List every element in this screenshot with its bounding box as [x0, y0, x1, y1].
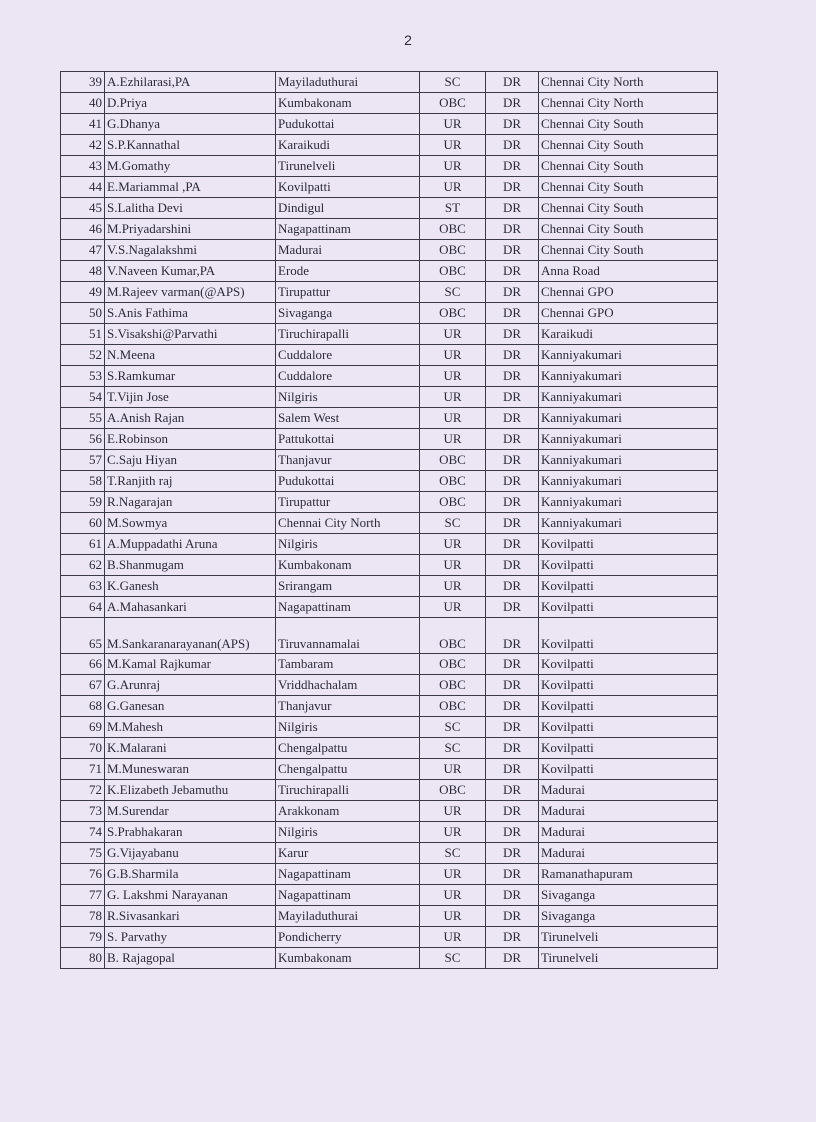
from-division-cell: Cuddalore [276, 345, 420, 366]
recruitment-mode-cell: DR [486, 597, 539, 618]
from-division-cell: Pattukottai [276, 429, 420, 450]
category-cell: UR [420, 555, 486, 576]
employee-name-cell: S.Anis Fathima [105, 303, 276, 324]
from-division-cell: Nagapattinam [276, 597, 420, 618]
category-cell: SC [420, 282, 486, 303]
category-cell: OBC [420, 618, 486, 654]
serial-number-cell: 48 [61, 261, 105, 282]
recruitment-mode-cell: DR [486, 843, 539, 864]
from-division-cell: Kumbakonam [276, 93, 420, 114]
table-row [61, 303, 718, 324]
recruitment-mode-cell: DR [486, 282, 539, 303]
serial-number-cell: 52 [61, 345, 105, 366]
from-division-cell: Tiruchirapalli [276, 324, 420, 345]
category-cell: SC [420, 738, 486, 759]
from-division-cell: Tirupattur [276, 282, 420, 303]
category-cell: OBC [420, 471, 486, 492]
serial-number-cell: 73 [61, 801, 105, 822]
serial-number-cell: 65 [61, 618, 105, 654]
recruitment-mode-cell: DR [486, 93, 539, 114]
category-cell: UR [420, 885, 486, 906]
from-division-cell: Nilgiris [276, 534, 420, 555]
recruitment-mode-cell: DR [486, 576, 539, 597]
table-row [61, 135, 718, 156]
category-cell: ST [420, 198, 486, 219]
employee-name-cell: S. Parvathy [105, 927, 276, 948]
employee-name-cell: M.Rajeev varman(@APS) [105, 282, 276, 303]
to-division-cell: Kanniyakumari [539, 387, 718, 408]
table-row [61, 576, 718, 597]
employee-name-cell: A.Anish Rajan [105, 408, 276, 429]
employee-name-cell: V.Naveen Kumar,PA [105, 261, 276, 282]
recruitment-mode-cell: DR [486, 240, 539, 261]
serial-number-cell: 54 [61, 387, 105, 408]
serial-number-cell: 55 [61, 408, 105, 429]
category-cell: UR [420, 135, 486, 156]
category-cell: UR [420, 864, 486, 885]
serial-number-cell: 51 [61, 324, 105, 345]
to-division-cell: Kovilpatti [539, 576, 718, 597]
employee-name-cell: M.Mahesh [105, 717, 276, 738]
recruitment-mode-cell: DR [486, 324, 539, 345]
serial-number-cell: 59 [61, 492, 105, 513]
employee-name-cell: S.Prabhakaran [105, 822, 276, 843]
recruitment-mode-cell: DR [486, 387, 539, 408]
recruitment-mode-cell: DR [486, 72, 539, 93]
serial-number-cell: 76 [61, 864, 105, 885]
recruitment-mode-cell: DR [486, 177, 539, 198]
table-row [61, 534, 718, 555]
table-row [61, 780, 718, 801]
serial-number-cell: 46 [61, 219, 105, 240]
category-cell: UR [420, 324, 486, 345]
to-division-cell: Madurai [539, 822, 718, 843]
table-row [61, 717, 718, 738]
employee-name-cell: A.Mahasankari [105, 597, 276, 618]
table-row [61, 93, 718, 114]
recruitment-mode-cell: DR [486, 927, 539, 948]
recruitment-mode-cell: DR [486, 654, 539, 675]
recruitment-mode-cell: DR [486, 675, 539, 696]
serial-number-cell: 77 [61, 885, 105, 906]
from-division-cell: Pudukottai [276, 471, 420, 492]
serial-number-cell: 70 [61, 738, 105, 759]
from-division-cell: Kumbakonam [276, 948, 420, 969]
category-cell: UR [420, 408, 486, 429]
to-division-cell: Kanniyakumari [539, 429, 718, 450]
employee-name-cell: K.Ganesh [105, 576, 276, 597]
category-cell: OBC [420, 303, 486, 324]
table-row [61, 72, 718, 93]
table-row [61, 114, 718, 135]
employee-name-cell: M.Surendar [105, 801, 276, 822]
serial-number-cell: 74 [61, 822, 105, 843]
from-division-cell: Nagapattinam [276, 885, 420, 906]
to-division-cell: Sivaganga [539, 885, 718, 906]
category-cell: OBC [420, 780, 486, 801]
recruitment-mode-cell: DR [486, 696, 539, 717]
category-cell: UR [420, 801, 486, 822]
category-cell: OBC [420, 696, 486, 717]
to-division-cell: Chennai City North [539, 93, 718, 114]
table-row [61, 240, 718, 261]
category-cell: UR [420, 114, 486, 135]
serial-number-cell: 50 [61, 303, 105, 324]
table-row [61, 387, 718, 408]
to-division-cell: Kanniyakumari [539, 408, 718, 429]
to-division-cell: Kovilpatti [539, 759, 718, 780]
table-row [61, 261, 718, 282]
table-row [61, 219, 718, 240]
category-cell: UR [420, 366, 486, 387]
to-division-cell: Kanniyakumari [539, 366, 718, 387]
serial-number-cell: 56 [61, 429, 105, 450]
to-division-cell: Kovilpatti [539, 597, 718, 618]
from-division-cell: Srirangam [276, 576, 420, 597]
from-division-cell: Chengalpattu [276, 738, 420, 759]
table-row [61, 885, 718, 906]
recruitment-mode-cell: DR [486, 156, 539, 177]
recruitment-mode-cell: DR [486, 198, 539, 219]
employee-name-cell: T.Ranjith raj [105, 471, 276, 492]
category-cell: SC [420, 948, 486, 969]
to-division-cell: Tirunelveli [539, 927, 718, 948]
from-division-cell: Pondicherry [276, 927, 420, 948]
to-division-cell: Kovilpatti [539, 618, 718, 654]
employee-name-cell: G.Arunraj [105, 675, 276, 696]
category-cell: UR [420, 597, 486, 618]
category-cell: SC [420, 72, 486, 93]
employee-name-cell: K.Malarani [105, 738, 276, 759]
recruitment-mode-cell: DR [486, 759, 539, 780]
from-division-cell: Arakkonam [276, 801, 420, 822]
from-division-cell: Sivaganga [276, 303, 420, 324]
category-cell: OBC [420, 654, 486, 675]
serial-number-cell: 68 [61, 696, 105, 717]
table-row [61, 618, 718, 654]
recruitment-mode-cell: DR [486, 948, 539, 969]
category-cell: UR [420, 759, 486, 780]
from-division-cell: Erode [276, 261, 420, 282]
table-row [61, 555, 718, 576]
recruitment-mode-cell: DR [486, 513, 539, 534]
from-division-cell: Nilgiris [276, 717, 420, 738]
to-division-cell: Madurai [539, 801, 718, 822]
table-row [61, 864, 718, 885]
employee-name-cell: G. Lakshmi Narayanan [105, 885, 276, 906]
category-cell: UR [420, 156, 486, 177]
serial-number-cell: 42 [61, 135, 105, 156]
serial-number-cell: 57 [61, 450, 105, 471]
serial-number-cell: 43 [61, 156, 105, 177]
to-division-cell: Madurai [539, 780, 718, 801]
to-division-cell: Kovilpatti [539, 654, 718, 675]
employee-name-cell: E.Robinson [105, 429, 276, 450]
category-cell: UR [420, 534, 486, 555]
to-division-cell: Chennai City South [539, 114, 718, 135]
serial-number-cell: 45 [61, 198, 105, 219]
serial-number-cell: 58 [61, 471, 105, 492]
category-cell: UR [420, 387, 486, 408]
to-division-cell: Chennai GPO [539, 282, 718, 303]
from-division-cell: Madurai [276, 240, 420, 261]
employee-name-cell: B.Shanmugam [105, 555, 276, 576]
to-division-cell: Kovilpatti [539, 555, 718, 576]
to-division-cell: Chennai City South [539, 240, 718, 261]
to-division-cell: Chennai City South [539, 135, 718, 156]
serial-number-cell: 60 [61, 513, 105, 534]
employee-name-cell: S.Visakshi@Parvathi [105, 324, 276, 345]
table-row [61, 324, 718, 345]
employee-name-cell: C.Saju Hiyan [105, 450, 276, 471]
table-row [61, 801, 718, 822]
serial-number-cell: 67 [61, 675, 105, 696]
category-cell: SC [420, 843, 486, 864]
to-division-cell: Kovilpatti [539, 717, 718, 738]
from-division-cell: Nagapattinam [276, 219, 420, 240]
from-division-cell: Nilgiris [276, 822, 420, 843]
category-cell: UR [420, 906, 486, 927]
category-cell: UR [420, 345, 486, 366]
table-row [61, 471, 718, 492]
recruitment-mode-cell: DR [486, 885, 539, 906]
from-division-cell: Vriddhachalam [276, 675, 420, 696]
serial-number-cell: 53 [61, 366, 105, 387]
serial-number-cell: 75 [61, 843, 105, 864]
to-division-cell: Kanniyakumari [539, 450, 718, 471]
employee-name-cell: T.Vijin Jose [105, 387, 276, 408]
recruitment-mode-cell: DR [486, 864, 539, 885]
employee-name-cell: G.Dhanya [105, 114, 276, 135]
serial-number-cell: 40 [61, 93, 105, 114]
page-number: 2 [404, 32, 412, 48]
to-division-cell: Tirunelveli [539, 948, 718, 969]
from-division-cell: Thanjavur [276, 696, 420, 717]
category-cell: OBC [420, 219, 486, 240]
employee-name-cell: M.Sankaranarayanan(APS) [105, 618, 276, 654]
from-division-cell: Kumbakonam [276, 555, 420, 576]
from-division-cell: Chengalpattu [276, 759, 420, 780]
table-row [61, 843, 718, 864]
employee-name-cell: S.Lalitha Devi [105, 198, 276, 219]
from-division-cell: Tambaram [276, 654, 420, 675]
recruitment-mode-cell: DR [486, 114, 539, 135]
from-division-cell: Dindigul [276, 198, 420, 219]
table-row [61, 282, 718, 303]
employee-name-cell: M.Sowmya [105, 513, 276, 534]
employee-name-cell: D.Priya [105, 93, 276, 114]
category-cell: UR [420, 822, 486, 843]
table-row [61, 366, 718, 387]
employee-name-cell: A.Ezhilarasi,PA [105, 72, 276, 93]
employee-name-cell: M.Gomathy [105, 156, 276, 177]
recruitment-mode-cell: DR [486, 555, 539, 576]
from-division-cell: Thanjavur [276, 450, 420, 471]
to-division-cell: Kanniyakumari [539, 471, 718, 492]
serial-number-cell: 64 [61, 597, 105, 618]
to-division-cell: Chennai GPO [539, 303, 718, 324]
recruitment-mode-cell: DR [486, 780, 539, 801]
recruitment-mode-cell: DR [486, 717, 539, 738]
serial-number-cell: 80 [61, 948, 105, 969]
to-division-cell: Chennai City South [539, 219, 718, 240]
from-division-cell: Tiruchirapalli [276, 780, 420, 801]
to-division-cell: Chennai City North [539, 72, 718, 93]
category-cell: OBC [420, 261, 486, 282]
to-division-cell: Kovilpatti [539, 738, 718, 759]
table-row [61, 738, 718, 759]
table-row [61, 654, 718, 675]
serial-number-cell: 63 [61, 576, 105, 597]
table-row [61, 597, 718, 618]
employee-name-cell: G.Ganesan [105, 696, 276, 717]
from-division-cell: Cuddalore [276, 366, 420, 387]
recruitment-mode-cell: DR [486, 429, 539, 450]
to-division-cell: Kanniyakumari [539, 513, 718, 534]
table-row [61, 345, 718, 366]
serial-number-cell: 61 [61, 534, 105, 555]
to-division-cell: Chennai City South [539, 198, 718, 219]
category-cell: SC [420, 717, 486, 738]
recruitment-mode-cell: DR [486, 822, 539, 843]
serial-number-cell: 71 [61, 759, 105, 780]
serial-number-cell: 47 [61, 240, 105, 261]
from-division-cell: Chennai City North [276, 513, 420, 534]
table-row [61, 177, 718, 198]
from-division-cell: Tiruvannamalai [276, 618, 420, 654]
serial-number-cell: 79 [61, 927, 105, 948]
employee-name-cell: A.Muppadathi Aruna [105, 534, 276, 555]
table-row [61, 429, 718, 450]
table-row [61, 675, 718, 696]
employee-name-cell: V.S.Nagalakshmi [105, 240, 276, 261]
employee-name-cell: G.Vijayabanu [105, 843, 276, 864]
category-cell: SC [420, 513, 486, 534]
serial-number-cell: 69 [61, 717, 105, 738]
employee-name-cell: R.Nagarajan [105, 492, 276, 513]
recruitment-mode-cell: DR [486, 219, 539, 240]
transfer-list-body [61, 72, 718, 969]
to-division-cell: Karaikudi [539, 324, 718, 345]
from-division-cell: Nilgiris [276, 387, 420, 408]
serial-number-cell: 44 [61, 177, 105, 198]
to-division-cell: Kovilpatti [539, 696, 718, 717]
serial-number-cell: 78 [61, 906, 105, 927]
table-row [61, 198, 718, 219]
to-division-cell: Kovilpatti [539, 534, 718, 555]
category-cell: UR [420, 576, 486, 597]
from-division-cell: Kovilpatti [276, 177, 420, 198]
table-row [61, 156, 718, 177]
category-cell: UR [420, 927, 486, 948]
to-division-cell: Ramanathapuram [539, 864, 718, 885]
to-division-cell: Kanniyakumari [539, 492, 718, 513]
table-row [61, 927, 718, 948]
table-row [61, 822, 718, 843]
to-division-cell: Kanniyakumari [539, 345, 718, 366]
to-division-cell: Chennai City South [539, 156, 718, 177]
from-division-cell: Tirupattur [276, 492, 420, 513]
employee-name-cell: K.Elizabeth Jebamuthu [105, 780, 276, 801]
to-division-cell: Kovilpatti [539, 675, 718, 696]
recruitment-mode-cell: DR [486, 738, 539, 759]
recruitment-mode-cell: DR [486, 492, 539, 513]
employee-name-cell: S.P.Kannathal [105, 135, 276, 156]
serial-number-cell: 62 [61, 555, 105, 576]
recruitment-mode-cell: DR [486, 801, 539, 822]
to-division-cell: Madurai [539, 843, 718, 864]
employee-name-cell: M.Priyadarshini [105, 219, 276, 240]
to-division-cell: Anna Road [539, 261, 718, 282]
from-division-cell: Karaikudi [276, 135, 420, 156]
table-row [61, 759, 718, 780]
table-row [61, 513, 718, 534]
serial-number-cell: 39 [61, 72, 105, 93]
from-division-cell: Mayiladuthurai [276, 906, 420, 927]
employee-name-cell: B. Rajagopal [105, 948, 276, 969]
serial-number-cell: 49 [61, 282, 105, 303]
serial-number-cell: 41 [61, 114, 105, 135]
employee-name-cell: M.Muneswaran [105, 759, 276, 780]
category-cell: OBC [420, 675, 486, 696]
from-division-cell: Karur [276, 843, 420, 864]
employee-name-cell: R.Sivasankari [105, 906, 276, 927]
table-row [61, 408, 718, 429]
recruitment-mode-cell: DR [486, 618, 539, 654]
to-division-cell: Chennai City South [539, 177, 718, 198]
recruitment-mode-cell: DR [486, 366, 539, 387]
recruitment-mode-cell: DR [486, 261, 539, 282]
table-row [61, 450, 718, 471]
employee-name-cell: S.Ramkumar [105, 366, 276, 387]
employee-name-cell: M.Kamal Rajkumar [105, 654, 276, 675]
recruitment-mode-cell: DR [486, 303, 539, 324]
recruitment-mode-cell: DR [486, 408, 539, 429]
employee-name-cell: G.B.Sharmila [105, 864, 276, 885]
from-division-cell: Mayiladuthurai [276, 72, 420, 93]
serial-number-cell: 72 [61, 780, 105, 801]
recruitment-mode-cell: DR [486, 906, 539, 927]
from-division-cell: Tirunelveli [276, 156, 420, 177]
table-row [61, 906, 718, 927]
recruitment-mode-cell: DR [486, 345, 539, 366]
category-cell: UR [420, 177, 486, 198]
category-cell: UR [420, 429, 486, 450]
recruitment-mode-cell: DR [486, 135, 539, 156]
category-cell: OBC [420, 93, 486, 114]
table-row [61, 948, 718, 969]
from-division-cell: Pudukottai [276, 114, 420, 135]
employee-name-cell: N.Meena [105, 345, 276, 366]
category-cell: OBC [420, 450, 486, 471]
category-cell: OBC [420, 492, 486, 513]
employee-name-cell: E.Mariammal ,PA [105, 177, 276, 198]
recruitment-mode-cell: DR [486, 534, 539, 555]
to-division-cell: Sivaganga [539, 906, 718, 927]
from-division-cell: Nagapattinam [276, 864, 420, 885]
table-row [61, 696, 718, 717]
from-division-cell: Salem West [276, 408, 420, 429]
table-row [61, 492, 718, 513]
recruitment-mode-cell: DR [486, 471, 539, 492]
recruitment-mode-cell: DR [486, 450, 539, 471]
serial-number-cell: 66 [61, 654, 105, 675]
category-cell: OBC [420, 240, 486, 261]
transfer-list-table [60, 71, 718, 969]
